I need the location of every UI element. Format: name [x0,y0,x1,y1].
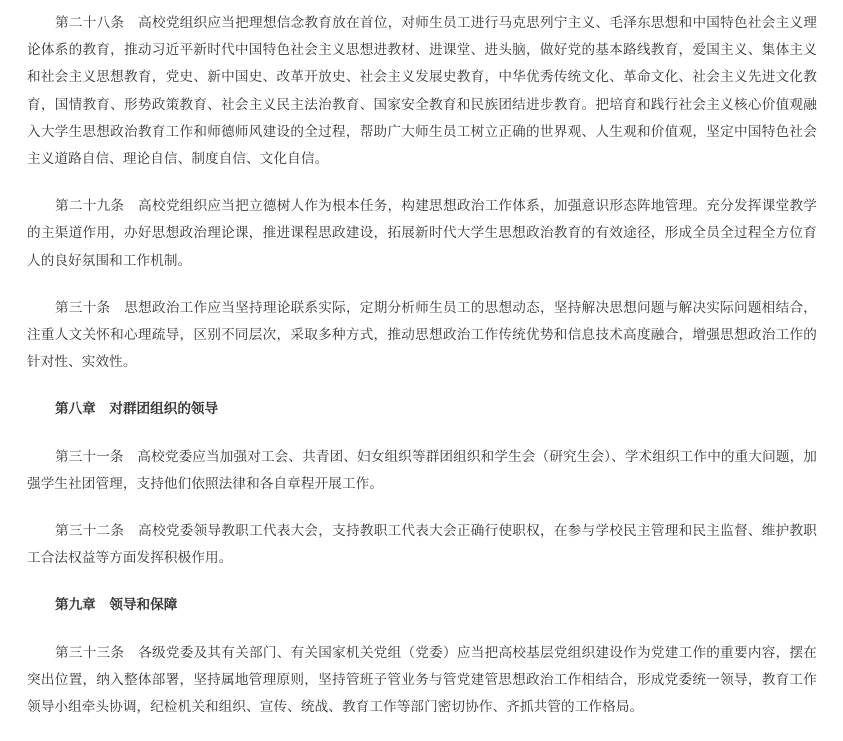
chapter-8-heading: 第八章 对群团组织的领导 [55,401,219,418]
document-body [27,10,817,741]
article-32: 第三十二条 高校党委领导教职工代表大会，支持教职工代表大会正确行使职权，在参与学校民主管理和民主监督、维护教职工合法权益等方面发挥积极作用。 [27,523,817,567]
article-30: 第三十条 思想政治工作应当坚持理论联系实际，定期分析师生员工的思想动态，坚持解决思想问题与解决实际问题相结合，注重人文关怀和心理疏导，区别不同层次，采取多种方式，推动思想政治工作传统优势和信息技术高度融合，增强思想政治工作的针对性、实效性。 [27,299,817,371]
article-33: 第三十三条 各级党委及其有关部门、有关国家机关党组（党委）应当把高校基层党组织建设作为党建工作的重要内容，摆在突出位置，纳入整体部署，坚持属地管理原则，坚持管班子管业务与管党建管思想政治工作相结合，形成党委统一领导，教育工作领导小组牵头协调，纪检机关和组织、宣传、统战、教育工作等部门密切协作、齐抓共管的工作格局。 [27,644,817,716]
chapter-9-heading: 第九章 领导和保障 [55,597,178,614]
article-29: 第二十九条 高校党组织应当把立德树人作为根本任务，构建思想政治工作体系，加强意识形态阵地管理。充分发挥课堂教学的主渠道作用，办好思想政治理论课，推进课程思政建设，拓展新时代大学生思想政治教育的有效途径，形成全员全过程全方位育人的良好氛围和工作机制。 [27,198,817,269]
article-31: 第三十一条 高校党委应当加强对工会、共青团、妇女组织等群团组织和学生会（研究生会）、学术组织工作中的重大问题，加强学生社团管理，支持他们依照法律和各自章程开展工作。 [27,448,817,492]
article-28: 第二十八条 高校党组织应当把理想信念教育放在首位，对师生员工进行马克思列宁主义、毛泽东思想和中国特色社会主义理论体系的教育，推动习近平新时代中国特色社会主义思想进教材、进课堂、进头脑，做好党的基本路线教育，爱国主义、集体主义和社会主义思想教育，党史、新中国史、改革开放史、社会主义发展史教育，中华优秀传统文化、革命文化、社会主义先进文化教育，国情教育、形势政策教育、社会主义民主法治教育、国家安全教育和民族团结进步教育。把培育和践行社会主义核心价值观融入大学生思想政治教育工作和师德师风建设的全过程，帮助广大师生员工树立正确的世界观、人生观和价值观，坚定中国特色社会主义道路自信、理论自信、制度自信、文化自信。 [27,15,817,168]
